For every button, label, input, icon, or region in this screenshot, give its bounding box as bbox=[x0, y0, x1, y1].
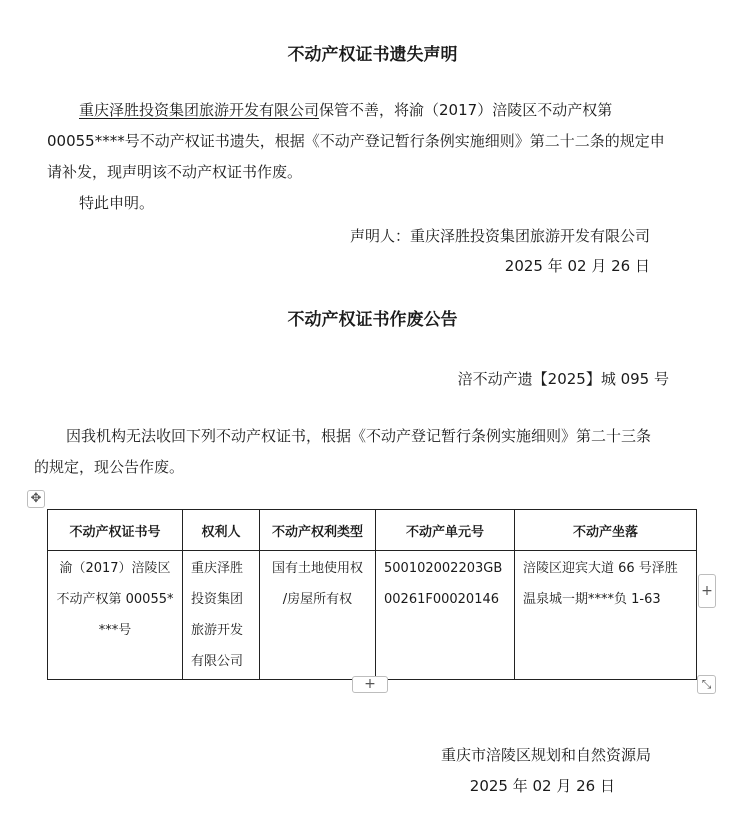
owner-line: 投资集团 bbox=[191, 592, 244, 607]
declaration-date: 2025 年 02 月 26 日 bbox=[504, 257, 650, 275]
declaration-line3: 请补发，现声明该不动产权证书作废。 bbox=[47, 163, 303, 181]
announcement-title: 不动产权证书作废公告 bbox=[287, 310, 458, 330]
owner-line: 重庆泽胜 bbox=[191, 561, 244, 576]
cell-location bbox=[515, 551, 697, 680]
right-type-line: /房屋所有权 bbox=[282, 592, 353, 607]
unit-number-line: 00261F00020146 bbox=[384, 592, 500, 607]
cell-cert-number bbox=[48, 551, 183, 680]
unit-number-line: 500102002203GB bbox=[384, 561, 503, 576]
cell-right-type bbox=[260, 551, 376, 680]
header-location: 不动产坐落 bbox=[515, 510, 697, 551]
cert-number-line: ***号 bbox=[98, 623, 132, 638]
certificate-table bbox=[47, 509, 697, 680]
owner-line: 有限公司 bbox=[191, 654, 244, 669]
table-header-row bbox=[48, 510, 697, 551]
cell-owner bbox=[183, 551, 260, 680]
owner-line: 旅游开发 bbox=[191, 623, 244, 638]
declaration-line2: 00055****号不动产权证书遗失，根据《不动产登记暂行条例实施细则》第二十二条的规定申 bbox=[47, 132, 665, 150]
declarant: 声明人：重庆泽胜投资集团旅游开发有限公司 bbox=[349, 227, 650, 245]
special-statement: 特此申明。 bbox=[79, 194, 155, 212]
document-number: 涪不动产遗【2025】城 095 号 bbox=[457, 370, 669, 388]
location-line: 温泉城一期****负 1-63 bbox=[523, 592, 661, 607]
header-unit-number: 不动产单元号 bbox=[376, 510, 515, 551]
company-name-underlined: 重庆泽胜投资集团旅游开发有限公司 bbox=[79, 101, 320, 119]
table-move-icon[interactable]: ✥ bbox=[27, 490, 45, 508]
table-row bbox=[48, 551, 697, 680]
declaration-line1-rest: 保管不善，将渝（2017）涪陵区不动产权第 bbox=[319, 101, 613, 119]
announcement-date: 2025 年 02 月 26 日 bbox=[469, 777, 615, 795]
declaration-body bbox=[47, 95, 665, 219]
header-right-type: 不动产权利类型 bbox=[260, 510, 376, 551]
announcement-body bbox=[34, 421, 651, 483]
announcement-line1: 因我机构无法收回下列不动产权证书，根据《不动产登记暂行条例实施细则》第二十三条 bbox=[66, 427, 652, 445]
add-row-icon[interactable]: + bbox=[352, 676, 388, 693]
add-column-icon[interactable]: + bbox=[698, 574, 716, 608]
right-type-line: 国有土地使用权 bbox=[271, 561, 363, 576]
cell-unit-number bbox=[376, 551, 515, 680]
cert-number-line: 不动产权第 00055* bbox=[56, 592, 174, 607]
table-resize-icon[interactable]: ⤡ bbox=[697, 675, 716, 694]
location-line: 涪陵区迎宾大道 66 号泽胜 bbox=[523, 561, 678, 576]
announcement-line2: 的规定，现公告作废。 bbox=[34, 458, 185, 476]
header-cert-number: 不动产权证书号 bbox=[48, 510, 183, 551]
cert-number-line: 渝（2017）涪陵区 bbox=[59, 561, 171, 576]
declaration-title: 不动产权证书遗失声明 bbox=[287, 45, 458, 65]
header-owner: 权利人 bbox=[183, 510, 260, 551]
issuer: 重庆市涪陵区规划和自然资源局 bbox=[440, 746, 651, 764]
